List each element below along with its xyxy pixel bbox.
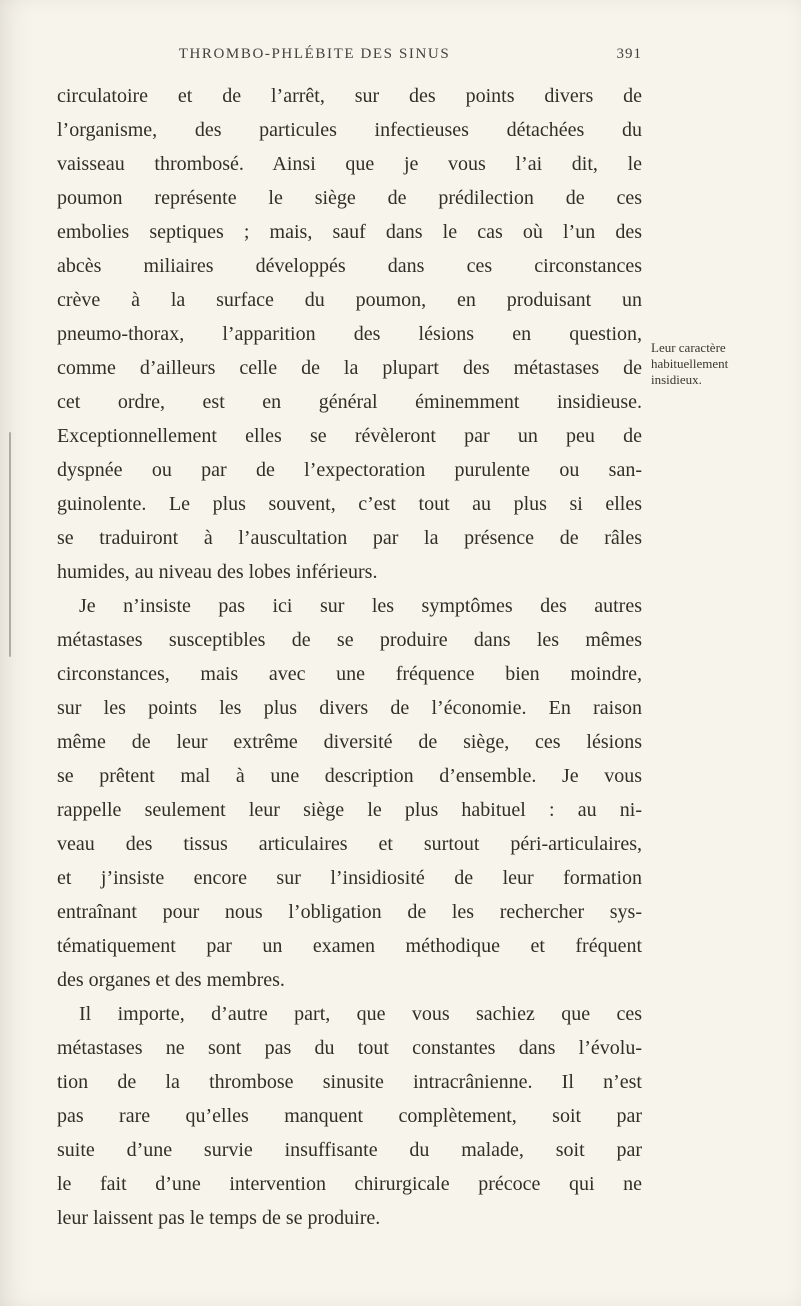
text-line: leur laissent pas le temps de se produire. <box>57 1207 381 1229</box>
paragraph <box>57 589 642 997</box>
margin-note <box>651 340 796 388</box>
text-line: se traduiront à l’auscultation par la présence de râles <box>57 527 642 549</box>
text-line: guinolente. Le plus souvent, c’est tout au plus si elles <box>57 493 642 515</box>
text-line: métastases susceptibles de se produire dans les mêmes <box>57 629 642 651</box>
text-line: des organes et des membres. <box>57 969 285 991</box>
text-line: dyspnée ou par de l’expectoration purulente ou san- <box>57 459 642 481</box>
text-line: tématiquement par un examen méthodique et fréquent <box>57 935 642 957</box>
margin-note-line: habituellement <box>651 356 729 371</box>
page-title: THROMBO-PHLÉBITE DES SINUS <box>178 46 451 62</box>
text-line: circonstances, mais avec une fréquence bien moindre, <box>57 663 642 685</box>
text-line: tion de la thrombose sinusite intracrânienne. Il n’est <box>57 1071 642 1093</box>
paragraph <box>57 997 642 1235</box>
text-line: métastases ne sont pas du tout constantes dans l’évolu- <box>57 1037 642 1059</box>
text-line: Exceptionnellement elles se révèleront par un peu de <box>57 425 642 447</box>
text-line: cet ordre, est en général éminemment insidieuse. <box>57 391 642 413</box>
text-line: humides, au niveau des lobes inférieurs. <box>57 561 378 583</box>
text-line: embolies septiques ; mais, sauf dans le cas où l’un des <box>57 221 642 243</box>
margin-note-line: Leur caractère <box>651 340 726 355</box>
text-line: sur les points les plus divers de l’économie. En raison <box>57 697 642 719</box>
text-line: Il importe, d’autre part, que vous sachiez que ces <box>79 1003 642 1025</box>
text-line: suite d’une survie insuffisante du malade, soit par <box>57 1139 642 1161</box>
text-line: pas rare qu’elles manquent complètement, soit par <box>57 1105 642 1127</box>
text-line: et j’insiste encore sur l’insidiosité de leur formation <box>57 867 642 889</box>
text-line: se prêtent mal à une description d’ensemble. Je vous <box>57 765 642 787</box>
text-line: même de leur extrême diversité de siège, ces lésions <box>57 731 642 753</box>
scan-edge-artifact <box>9 432 11 657</box>
running-head <box>57 46 642 68</box>
page-number: 391 <box>616 46 642 62</box>
text-line: l’organisme, des particules infectieuses détachées du <box>57 119 642 141</box>
margin-note-line: insidieux. <box>651 372 702 387</box>
text-line: entraînant pour nous l’obligation de les rechercher sys- <box>57 901 642 923</box>
text-line: vaisseau thrombosé. Ainsi que je vous l’ai dit, le <box>57 153 642 175</box>
text-line: circulatoire et de l’arrêt, sur des points divers de <box>57 85 642 107</box>
text-line: crève à la surface du poumon, en produisant un <box>57 289 642 311</box>
text-line: comme d’ailleurs celle de la plupart des métastases de <box>57 357 642 379</box>
paragraph <box>57 79 642 589</box>
text-line: pneumo-thorax, l’apparition des lésions en question, <box>57 323 642 345</box>
text-line: poumon représente le siège de prédilection de ces <box>57 187 642 209</box>
text-line: le fait d’une intervention chirurgicale précoce qui ne <box>57 1173 642 1195</box>
text-line: abcès miliaires développés dans ces circonstances <box>57 255 642 277</box>
text-line: rappelle seulement leur siège le plus habituel : au ni- <box>57 799 642 821</box>
text-line: veau des tissus articulaires et surtout péri-articulaires, <box>57 833 642 855</box>
text-body <box>57 79 642 1235</box>
text-line: Je n’insiste pas ici sur les symptômes des autres <box>79 595 642 617</box>
